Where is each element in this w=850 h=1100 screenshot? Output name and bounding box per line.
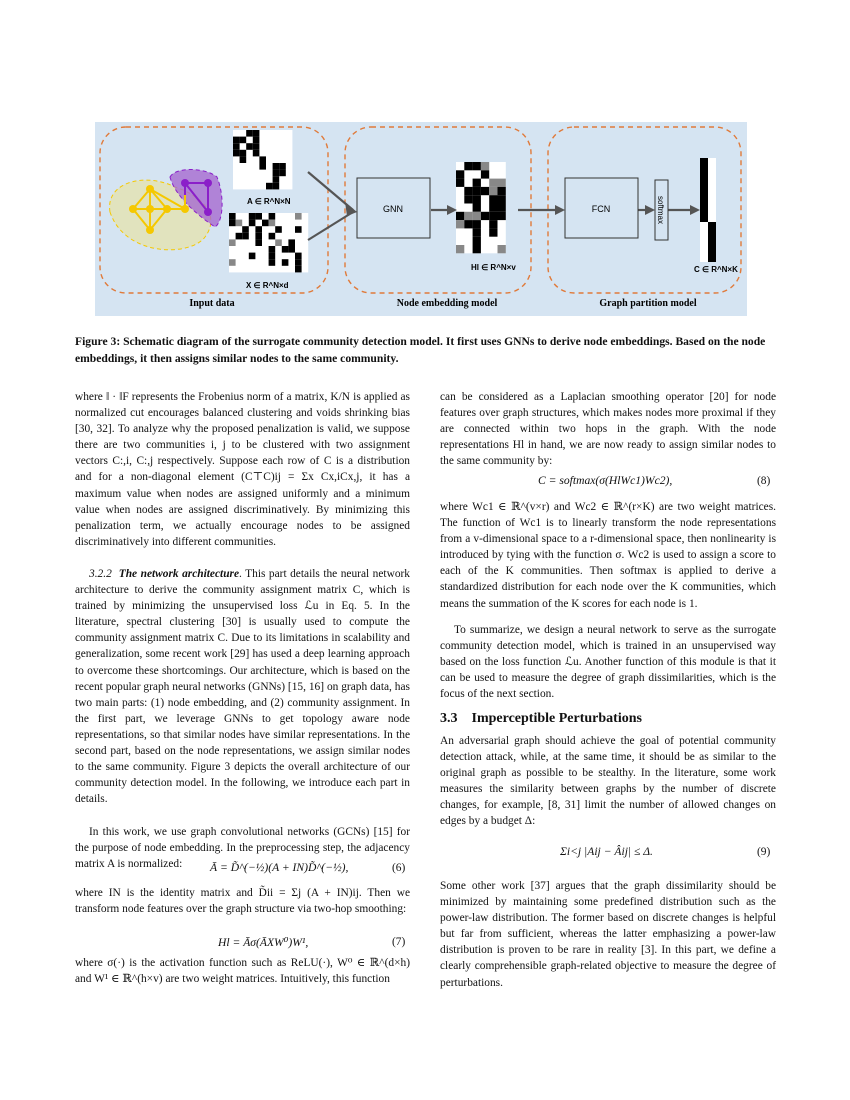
- matrix-cell: [708, 222, 716, 230]
- matrix-cell: [295, 226, 302, 233]
- matrix-cell: [700, 158, 708, 166]
- matrix-cell: [269, 246, 276, 253]
- matrix-cell: [708, 238, 716, 246]
- matrix-cell: [473, 162, 481, 170]
- equation-8: C = softmax(σ(HlWc1)Wc2),: [538, 474, 673, 487]
- input-data-label: Input data: [189, 298, 235, 309]
- paragraph: where Wc1 ∈ ℝ^(v×r) and Wc2 ∈ ℝ^(r×K) are two weight matrices. The function of Wc1 is to linearly transform the node representations from a v-dimensional space to a r-dimensional space, then nonlinearity is introduced by tying with the function σ. Wc2 is used to assign a score to each of the K communities. Then softmax is applied to derive a standardized distribution for each node over the K communities, which means the summation of the K scores for each node is 1.: [440, 501, 776, 610]
- matrix-cell: [700, 166, 708, 174]
- equation-6: Ā = D̃^(−½)(A + IN)D̃^(−½),: [210, 861, 349, 874]
- paragraph: To summarize, we design a neural network to serve as the surrogate community detection model, which is trained in an unsupervised way based on the loss function ℒu. Another function of this module is that it can be used to measure the degree of graph dissimilarities, which is the focus of the next section.: [440, 624, 776, 701]
- matrix-cell: [295, 213, 302, 220]
- label-a: A ∈ R^N×N: [247, 197, 291, 206]
- matrix-cell: [473, 245, 481, 253]
- matrix-cell: [473, 204, 481, 212]
- matrix-cell: [229, 239, 236, 246]
- left-col-p4: [75, 885, 410, 917]
- paragraph: An adversarial graph should achieve the goal of potential community detection attack, while, at the same time, it should be as similar to the original graph as possible to be stealthy. In the literature, some work measures the similarity between graphs by the number of discrete changes, for example, [8, 31] limit the number of allowed changes on edges by a budget Δ:: [440, 735, 776, 828]
- matrix-cell: [708, 246, 716, 254]
- matrix-cell: [295, 253, 302, 260]
- matrix-cell: [275, 226, 282, 233]
- paragraph: In this work, we use graph convolutional networks (GCNs) [15] for the purpose of node embedding. In the preprocessing step, the adjacency matrix A is normalized:: [75, 826, 410, 871]
- matrix-cell: [242, 226, 249, 233]
- softmax-label: softmax: [656, 195, 665, 225]
- matrix-cell: [489, 195, 497, 203]
- right-col-p3: [440, 622, 776, 702]
- feature-matrix-x: [229, 213, 308, 272]
- matrix-cell: [456, 212, 464, 220]
- matrix-cell: [229, 220, 236, 227]
- matrix-cell: [275, 239, 282, 246]
- matrix-cell: [498, 179, 506, 187]
- matrix-cell: [240, 156, 247, 163]
- matrix-cell: [259, 163, 266, 170]
- paragraph: where σ(·) is the activation function such as ReLU(·), W⁰ ∈ ℝ^(d×h) and W¹ ∈ ℝ^(h×v) are two weight matrices. Intuitively, this function: [75, 957, 410, 986]
- equation-9-number: (9): [757, 846, 771, 858]
- matrix-cell: [269, 220, 276, 227]
- matrix-cell: [255, 226, 262, 233]
- matrix-cell: [498, 187, 506, 195]
- matrix-cell: [708, 230, 716, 238]
- matrix-cell: [253, 143, 260, 150]
- equation-7: Hl = Āσ(ĀXW⁰)W¹,: [218, 936, 309, 949]
- matrix-cell: [700, 182, 708, 190]
- matrix-cell: [253, 150, 260, 157]
- matrix-cell: [473, 212, 481, 220]
- matrix-cell: [262, 220, 269, 227]
- adjacency-matrix-a: [233, 130, 292, 189]
- fcn-label: FCN: [591, 204, 611, 214]
- matrix-cell: [473, 195, 481, 203]
- matrix-cell: [498, 212, 506, 220]
- section-title: Imperceptible Perturbations: [471, 711, 642, 726]
- matrix-cell: [288, 246, 295, 253]
- section-heading: [440, 711, 656, 727]
- matrix-cell: [269, 259, 276, 266]
- graph-partition-label: Graph partition model: [599, 298, 697, 309]
- matrix-cell: [489, 204, 497, 212]
- figure-3-diagram: [95, 122, 747, 316]
- matrix-cell: [464, 187, 472, 195]
- matrix-cell: [246, 130, 253, 137]
- matrix-cell: [279, 170, 286, 177]
- matrix-cell: [269, 233, 276, 240]
- matrix-cell: [489, 220, 497, 228]
- matrix-cell: [473, 187, 481, 195]
- embedding-matrix-h: [456, 162, 506, 253]
- matrix-cell: [253, 130, 260, 137]
- matrix-cell: [269, 253, 276, 260]
- matrix-cell: [255, 239, 262, 246]
- matrix-cell: [464, 212, 472, 220]
- matrix-cell: [473, 228, 481, 236]
- matrix-cell: [498, 195, 506, 203]
- right-col-p4: [440, 733, 776, 830]
- paragraph-network-architecture: [75, 566, 410, 807]
- matrix-cell: [279, 163, 286, 170]
- right-col-p1: [440, 389, 776, 469]
- matrix-cell: [473, 220, 481, 228]
- section-number: 3.3: [440, 711, 458, 726]
- matrix-cell: [489, 187, 497, 195]
- right-col-p2: [440, 499, 776, 612]
- subsection-number: 3.2.2: [89, 568, 112, 580]
- matrix-cell: [266, 183, 273, 190]
- matrix-cell: [473, 179, 481, 187]
- matrix-cell: [249, 253, 256, 260]
- matrix-cell: [489, 179, 497, 187]
- paragraph: can be considered as a Laplacian smoothing operator [20] for node features over graph structures, which makes nodes more proximal if they are connected within two hops in the graph. With the node representations Hl in hand, we are now ready to assign similar nodes to the same community by:: [440, 391, 776, 468]
- left-col-p5: [75, 955, 410, 987]
- matrix-cell: [456, 170, 464, 178]
- matrix-cell: [481, 187, 489, 195]
- matrix-cell: [282, 259, 289, 266]
- matrix-cell: [236, 220, 243, 227]
- matrix-cell: [246, 143, 253, 150]
- matrix-cell: [473, 237, 481, 245]
- matrix-cell: [240, 137, 247, 144]
- matrix-cell: [498, 245, 506, 253]
- matrix-cell: [464, 220, 472, 228]
- matrix-cell: [255, 233, 262, 240]
- matrix-cell: [700, 206, 708, 214]
- matrix-cell: [700, 198, 708, 206]
- matrix-cell: [295, 259, 302, 266]
- paragraph-text: . This part details the neural network architecture to derive the community assignment matrix C, which is trained by minimizing the unsupervised loss ℒu in Eq. 5. In the literature, spectral clustering [30] is usually used to compute the community assignment matrix C. Due to its limitations in scalability and generalization, some recent work [29] has used a deep learning approach to overcome these shortcomings. Our architecture, which is based on the recent popular graph neural networks (GNNs) [15, 16] on graph data, has two main parts: (1) node embedding, and (2) community assignment. In the first part, we leverage GNNs to get topology aware node representations, so that similar nodes have similar representations. In the second part, based on the node representations, we assign similar nodes to the same community. Figure 3 depicts the overall architecture of our community detection model. In the following, we introduce each part in details.: [75, 568, 411, 806]
- matrix-cell: [233, 137, 240, 144]
- label-x: X ∈ R^N×d: [246, 281, 289, 290]
- matrix-cell: [295, 266, 302, 273]
- label-c: C ∈ R^N×K: [694, 265, 738, 274]
- left-col-p2: [75, 566, 410, 807]
- matrix-cell: [273, 183, 280, 190]
- matrix-cell: [489, 212, 497, 220]
- matrix-cell: [249, 213, 256, 220]
- figure-caption: Figure 3: Schematic diagram of the surrogate community detection model. It first uses GNNs to derive node embeddings. Based on the node embeddings, it then assigns similar nodes to the same community.: [75, 335, 766, 365]
- equation-8-number: (8): [757, 475, 771, 487]
- matrix-cell: [249, 220, 256, 227]
- matrix-cell: [481, 162, 489, 170]
- matrix-cell: [242, 233, 249, 240]
- paragraph: Some other work [37] argues that the graph dissimilarity should be minimized by maintaining some predefined distribution such as the power-law distribution. The former based on discrete changes is helpful but far from sufficient, whereas the latter emphasizing a power-law distribution is proven to be rare in reality [3]. In this part, we define a clearly comprehensible graph-related objective to measure the degree of perturbations.: [440, 880, 776, 989]
- equation-6-number: (6): [392, 862, 406, 874]
- gnn-label: GNN: [383, 204, 403, 214]
- matrix-cell: [456, 179, 464, 187]
- matrix-cell: [481, 212, 489, 220]
- matrix-cell: [259, 156, 266, 163]
- matrix-cell: [498, 204, 506, 212]
- paragraph: where ‖ · ‖F represents the Frobenius norm of a matrix, K/N is applied as normalized cut encourages balanced clustering and voids shrinking bias [30, 32]. To analyze why the proposed penalization is valid, we suppose there are two communities i, j to be clustered with two assignment vectors C:,i, C:,j respectively. Suppose each row of C is a distribution and for a non-diagonal element (C⊤C)ij = Σx Cx,iCx,j, it has a maximum value when nodes are assigned uniformly and a minimum value when nodes are assigned discriminatively. By minimizing this penalization term, we actually encourage nodes to be assigned discriminatively into different communities.: [75, 391, 410, 548]
- matrix-cell: [269, 213, 276, 220]
- subsection-title: The network architecture: [118, 568, 240, 580]
- matrix-cell: [700, 190, 708, 198]
- left-col-p1: [75, 389, 410, 550]
- matrix-cell: [464, 162, 472, 170]
- equation-9: Σi<j |Aij − Âij| ≤ Δ.: [560, 845, 653, 858]
- assignment-matrix-c: [700, 158, 716, 262]
- matrix-cell: [456, 245, 464, 253]
- matrix-cell: [456, 220, 464, 228]
- matrix-cell: [481, 170, 489, 178]
- matrix-cell: [229, 259, 236, 266]
- matrix-cell: [489, 228, 497, 236]
- matrix-cell: [282, 246, 289, 253]
- right-col-p5: [440, 878, 776, 991]
- label-h: Hl ∈ R^N×v: [471, 263, 516, 272]
- matrix-cell: [233, 150, 240, 157]
- matrix-cell: [253, 137, 260, 144]
- matrix-cell: [700, 174, 708, 182]
- equation-7-number: (7): [392, 936, 406, 948]
- node-embedding-label: Node embedding model: [396, 298, 498, 309]
- paragraph: where IN is the identity matrix and D̃ii = Σj (A + IN)ij. Then we transform node features over the graph structure via two-hop smoothing:: [75, 887, 410, 916]
- matrix-cell: [273, 163, 280, 170]
- matrix-cell: [236, 233, 243, 240]
- matrix-cell: [229, 213, 236, 220]
- matrix-cell: [464, 195, 472, 203]
- matrix-cell: [240, 150, 247, 157]
- matrix-cell: [700, 214, 708, 222]
- matrix-cell: [288, 239, 295, 246]
- matrix-cell: [273, 176, 280, 183]
- matrix-cell: [255, 213, 262, 220]
- matrix-cell: [273, 170, 280, 177]
- matrix-cell: [708, 254, 716, 262]
- matrix-cell: [233, 143, 240, 150]
